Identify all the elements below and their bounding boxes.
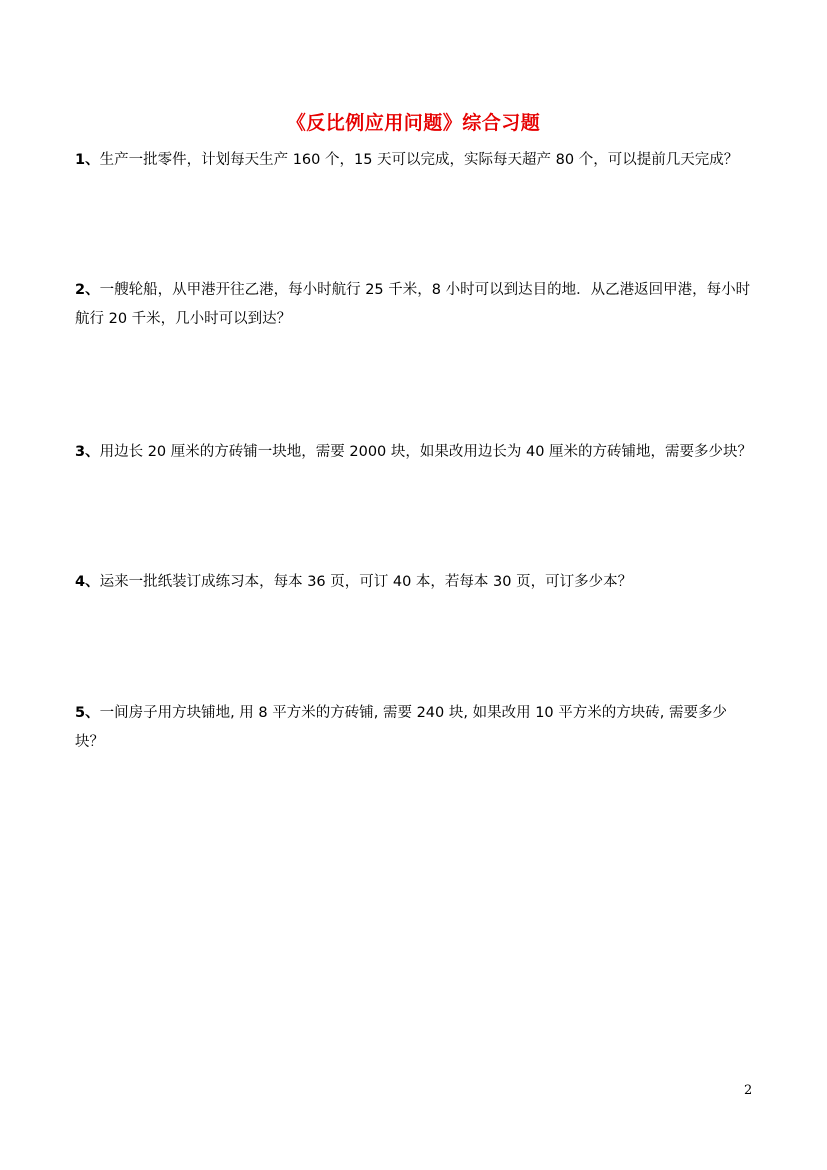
question-number: 1、 — [75, 152, 100, 168]
question-text: 运来一批纸装订成练习本，每本 36 页，可订 40 本，若每本 30 页，可订多少本？ — [99, 574, 633, 590]
question-1 — [75, 146, 755, 175]
question-4 — [75, 568, 755, 597]
question-number: 4、 — [75, 574, 100, 590]
question-text: 用边长 20 厘米的方砖铺一块地，需要 2000 块，如果改用边长为 40 厘米的方砖铺地，需要多少块？ — [99, 444, 753, 460]
question-3 — [75, 438, 755, 467]
question-text: 一间房子用方块铺地, 用 8 平方米的方砖铺, 需要 240 块, 如果改用 10 平方米的方块砖, 需要多少块？ — [75, 705, 727, 750]
page-title: 《反比例应用问题》综合习题 — [286, 112, 541, 134]
question-number: 3、 — [75, 444, 100, 460]
question-number: 2、 — [75, 282, 100, 298]
page-number: 2 — [744, 1083, 753, 1098]
question-5 — [75, 699, 755, 757]
question-text: 一艘轮船，从甲港开往乙港，每小时航行 25 千米，8 小时可以到达目的地．从乙港返回甲港，每小时航行 20 千米，几小时可以到达？ — [75, 282, 751, 327]
question-number: 5、 — [75, 705, 100, 721]
question-text: 生产一批零件，计划每天生产 160 个，15 天可以完成，实际每天超产 80 个，可以提前几天完成？ — [99, 152, 739, 168]
question-2 — [75, 276, 755, 334]
